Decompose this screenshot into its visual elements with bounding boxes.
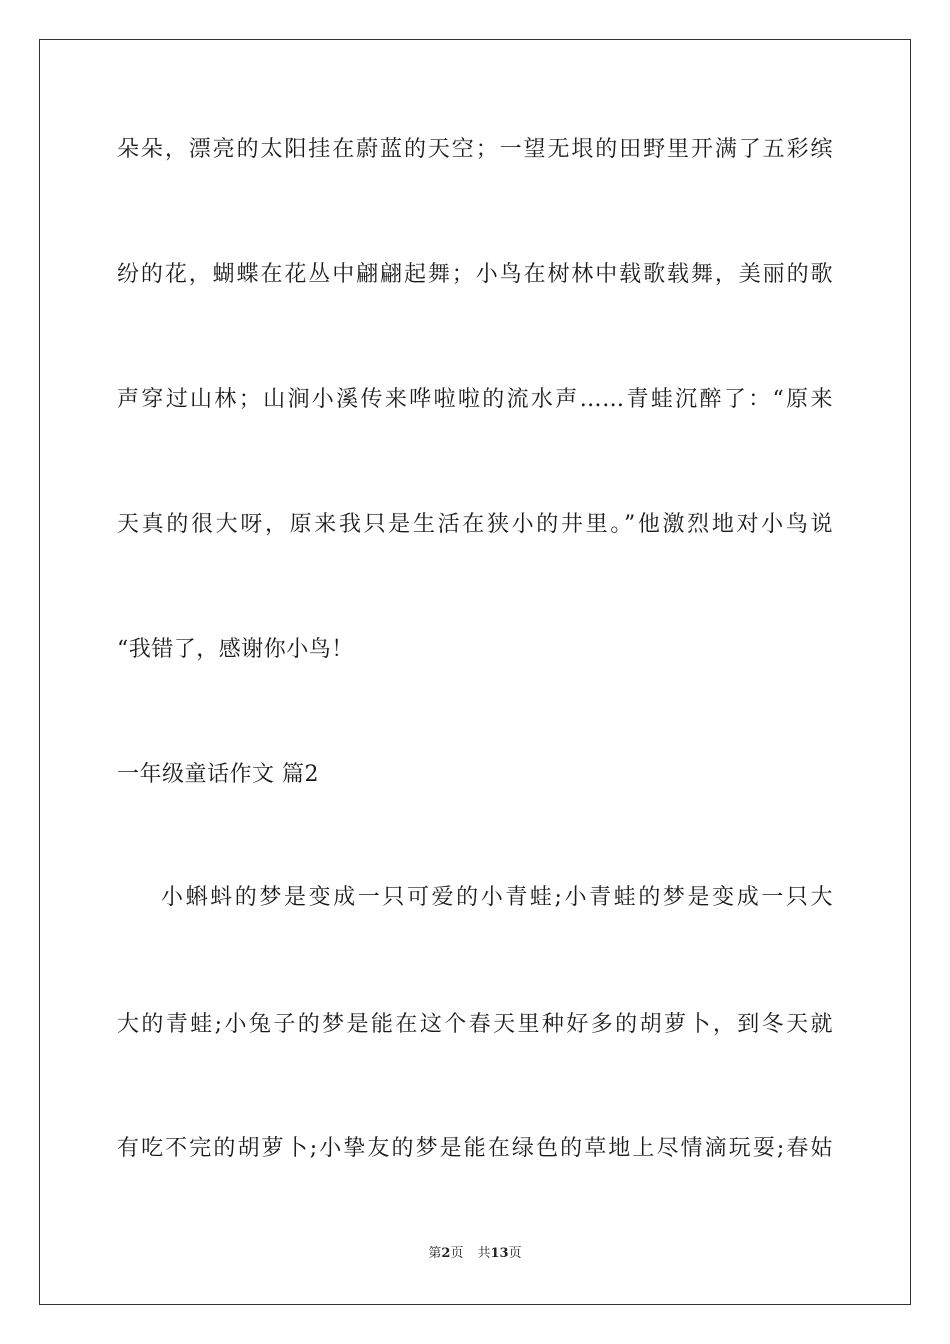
paragraph-line-2: 纷的花，蝴蝶在花丛中翩翩起舞；小鸟在树林中载歌载舞，美丽的歌 bbox=[117, 262, 833, 287]
paragraph-line-7: 大的青蛙;小兔子的梦是能在这个春天里种好多的胡萝卜，到冬天就 bbox=[117, 1012, 833, 1037]
paragraph-line-6: 小蝌蚪的梦是变成一只可爱的小青蛙;小青蛙的梦是变成一只大 bbox=[161, 885, 833, 910]
total-pages: 13 bbox=[490, 1246, 509, 1261]
paragraph-line-3: 声穿过山林；山涧小溪传来哗啦啦的流水声……青蛙沉醉了：“原来 bbox=[117, 387, 833, 412]
page-prefix: 第 bbox=[428, 1246, 442, 1261]
paragraph-line-1: 朵朵，漂亮的太阳挂在蔚蓝的天空；一望无垠的田野里开满了五彩缤 bbox=[117, 137, 833, 162]
page-number: 2 bbox=[441, 1246, 451, 1261]
page-footer bbox=[0, 1245, 950, 1263]
paragraph-line-5: “我错了，感谢你小鸟！ bbox=[117, 637, 354, 662]
page-suffix: 页 bbox=[450, 1246, 464, 1261]
total-suffix: 页 bbox=[508, 1246, 522, 1261]
total-prefix: 共 bbox=[477, 1246, 491, 1261]
paragraph-line-8: 有吃不完的胡萝卜;小挚友的梦是能在绿色的草地上尽情滴玩耍;春姑 bbox=[117, 1136, 833, 1161]
page-border bbox=[39, 39, 911, 1305]
section-heading: 一年级童话作文 篇2 bbox=[117, 762, 319, 787]
paragraph-line-4: 天真的很大呀，原来我只是生活在狭小的井里。”他激烈地对小鸟说 bbox=[117, 512, 833, 537]
